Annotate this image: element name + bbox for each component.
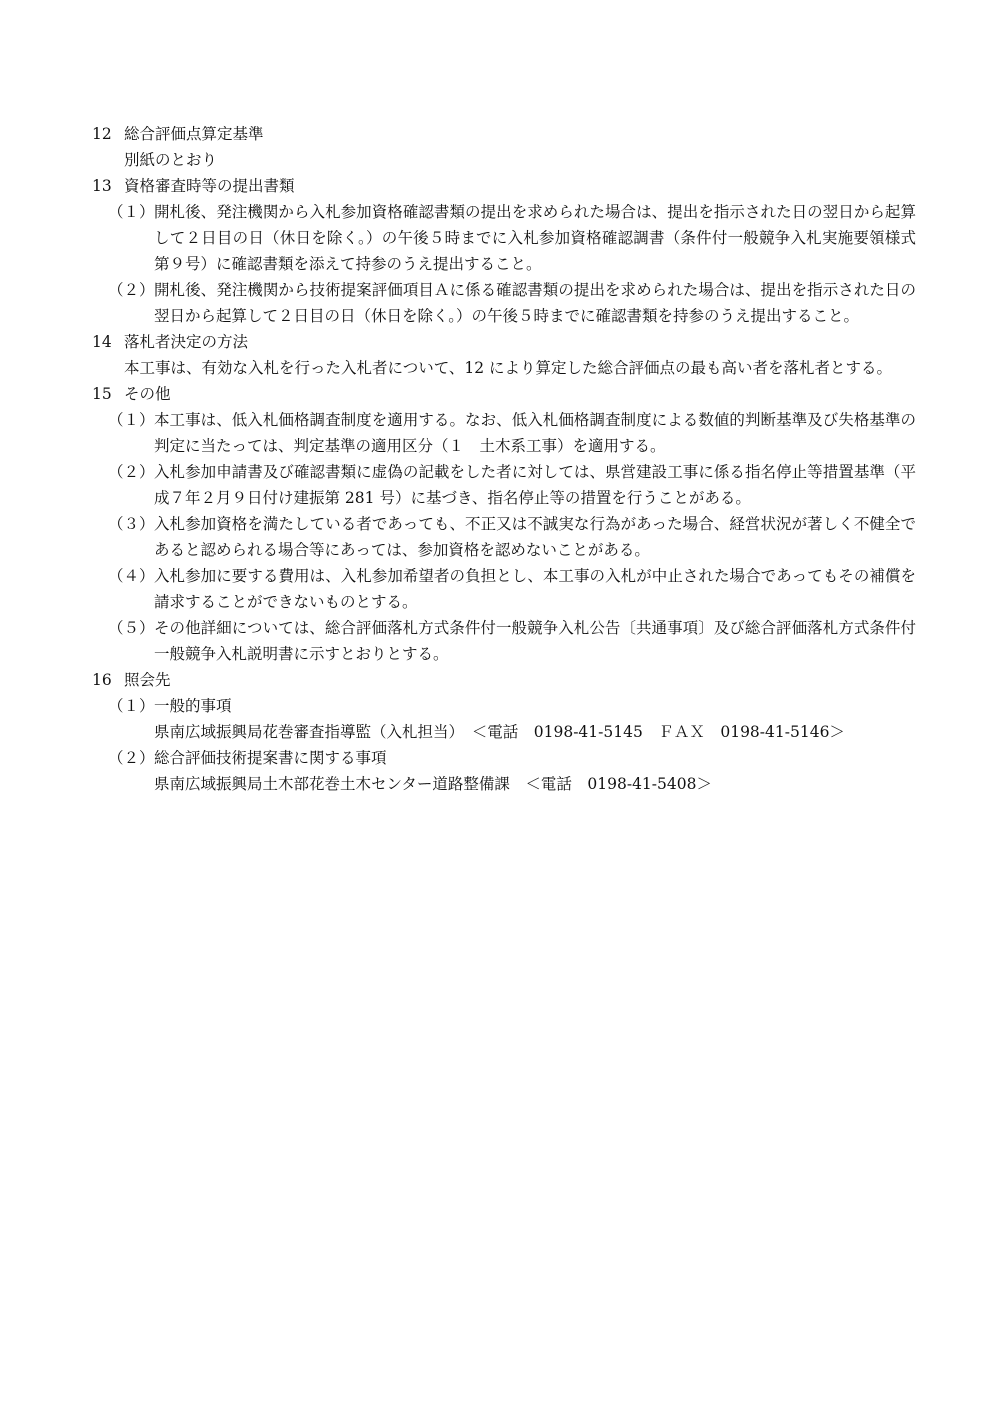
item-number: （３）: [108, 515, 155, 533]
section-15-item-1: [92, 407, 916, 459]
item-text: 開札後、発注機関から技術提案評価項目Ａに係る確認書類の提出を求められた場合は、提出を指示された日の翌日から起算して２日目の日（休日を除く。）の午後５時までに確認書類を持参のうえ提出すること。: [154, 281, 916, 325]
item-number: （１）: [108, 697, 155, 715]
item-text: 入札参加申請書及び確認書類に虚偽の記載をした者に対しては、県営建設工事に係る指名停止等措置基準（平成７年２月９日付け建振第 281 号）に基づき、指名停止等の措置を行うことがある。: [154, 463, 916, 507]
section-number: 13: [92, 177, 112, 195]
section-15-item-3: [92, 511, 916, 563]
document-content: [92, 121, 916, 797]
item-text: 入札参加資格を満たしている者であっても、不正又は不誠実な行為があった場合、経営状況が著しく不健全であると認められる場合等にあっては、参加資格を認めないことがある。: [154, 515, 916, 559]
section-13-heading: [92, 173, 916, 199]
section-number: 14: [92, 333, 112, 351]
item-number: （１）: [108, 411, 155, 429]
section-number: 15: [92, 385, 112, 403]
section-13-item-1: [92, 199, 916, 277]
section-number: 12: [92, 125, 112, 143]
section-16-item-2: [92, 745, 916, 771]
item-text: 一般的事項: [154, 697, 232, 715]
section-16-item-1: [92, 693, 916, 719]
section-13-item-2: [92, 277, 916, 329]
item-number: （２）: [108, 281, 155, 299]
section-number: 16: [92, 671, 112, 689]
section-title: 総合評価点算定基準: [124, 125, 264, 143]
section-title: 照会先: [124, 671, 171, 689]
section-15-item-5: [92, 615, 916, 667]
section-15-item-2: [92, 459, 916, 511]
item-number: （２）: [108, 749, 155, 767]
item-text: 総合評価技術提案書に関する事項: [154, 749, 387, 767]
contact-detail-general: 県南広域振興局花巻審査指導監（入札担当） ＜電話 0198-41-5145 ＦＡＸ 0198-41-5146＞: [154, 723, 845, 741]
contact-detail-technical: 県南広域振興局土木部花巻土木センター道路整備課 ＜電話 0198-41-5408＞: [154, 775, 712, 793]
section-title: 資格審査時等の提出書類: [124, 177, 295, 195]
item-number: （４）: [108, 567, 155, 585]
item-number: （２）: [108, 463, 155, 481]
section-14-body: 本工事は、有効な入札を行った入札者について、12 により算定した総合評価点の最も高い者を落札者とする。: [124, 359, 893, 377]
section-title: その他: [124, 385, 171, 403]
section-title: 落札者決定の方法: [124, 333, 249, 351]
section-15-heading: [92, 381, 916, 407]
item-text: その他詳細については、総合評価落札方式条件付一般競争入札公告〔共通事項〕及び総合評価落札方式条件付一般競争入札説明書に示すとおりとする。: [154, 619, 916, 663]
item-text: 入札参加に要する費用は、入札参加希望者の負担とし、本工事の入札が中止された場合であってもその補償を請求することができないものとする。: [154, 567, 916, 611]
item-text: 本工事は、低入札価格調査制度を適用する。なお、低入札価格調査制度による数値的判断基準及び失格基準の判定に当たっては、判定基準の適用区分（１ 土木系工事）を適用する。: [154, 411, 916, 455]
section-12-body: 別紙のとおり: [124, 151, 218, 169]
section-16-heading: [92, 667, 916, 693]
item-text: 開札後、発注機関から入札参加資格確認書類の提出を求められた場合は、提出を指示された日の翌日から起算して２日目の日（休日を除く。）の午後５時までに入札参加資格確認調書（条件付一般競争入札実施要領様式第９号）に確認書類を添えて持参のうえ提出すること。: [154, 203, 916, 273]
section-14-heading: [92, 329, 916, 355]
section-12-heading: [92, 121, 916, 147]
section-15-item-4: [92, 563, 916, 615]
item-number: （５）: [108, 619, 155, 637]
item-number: （１）: [108, 203, 155, 221]
